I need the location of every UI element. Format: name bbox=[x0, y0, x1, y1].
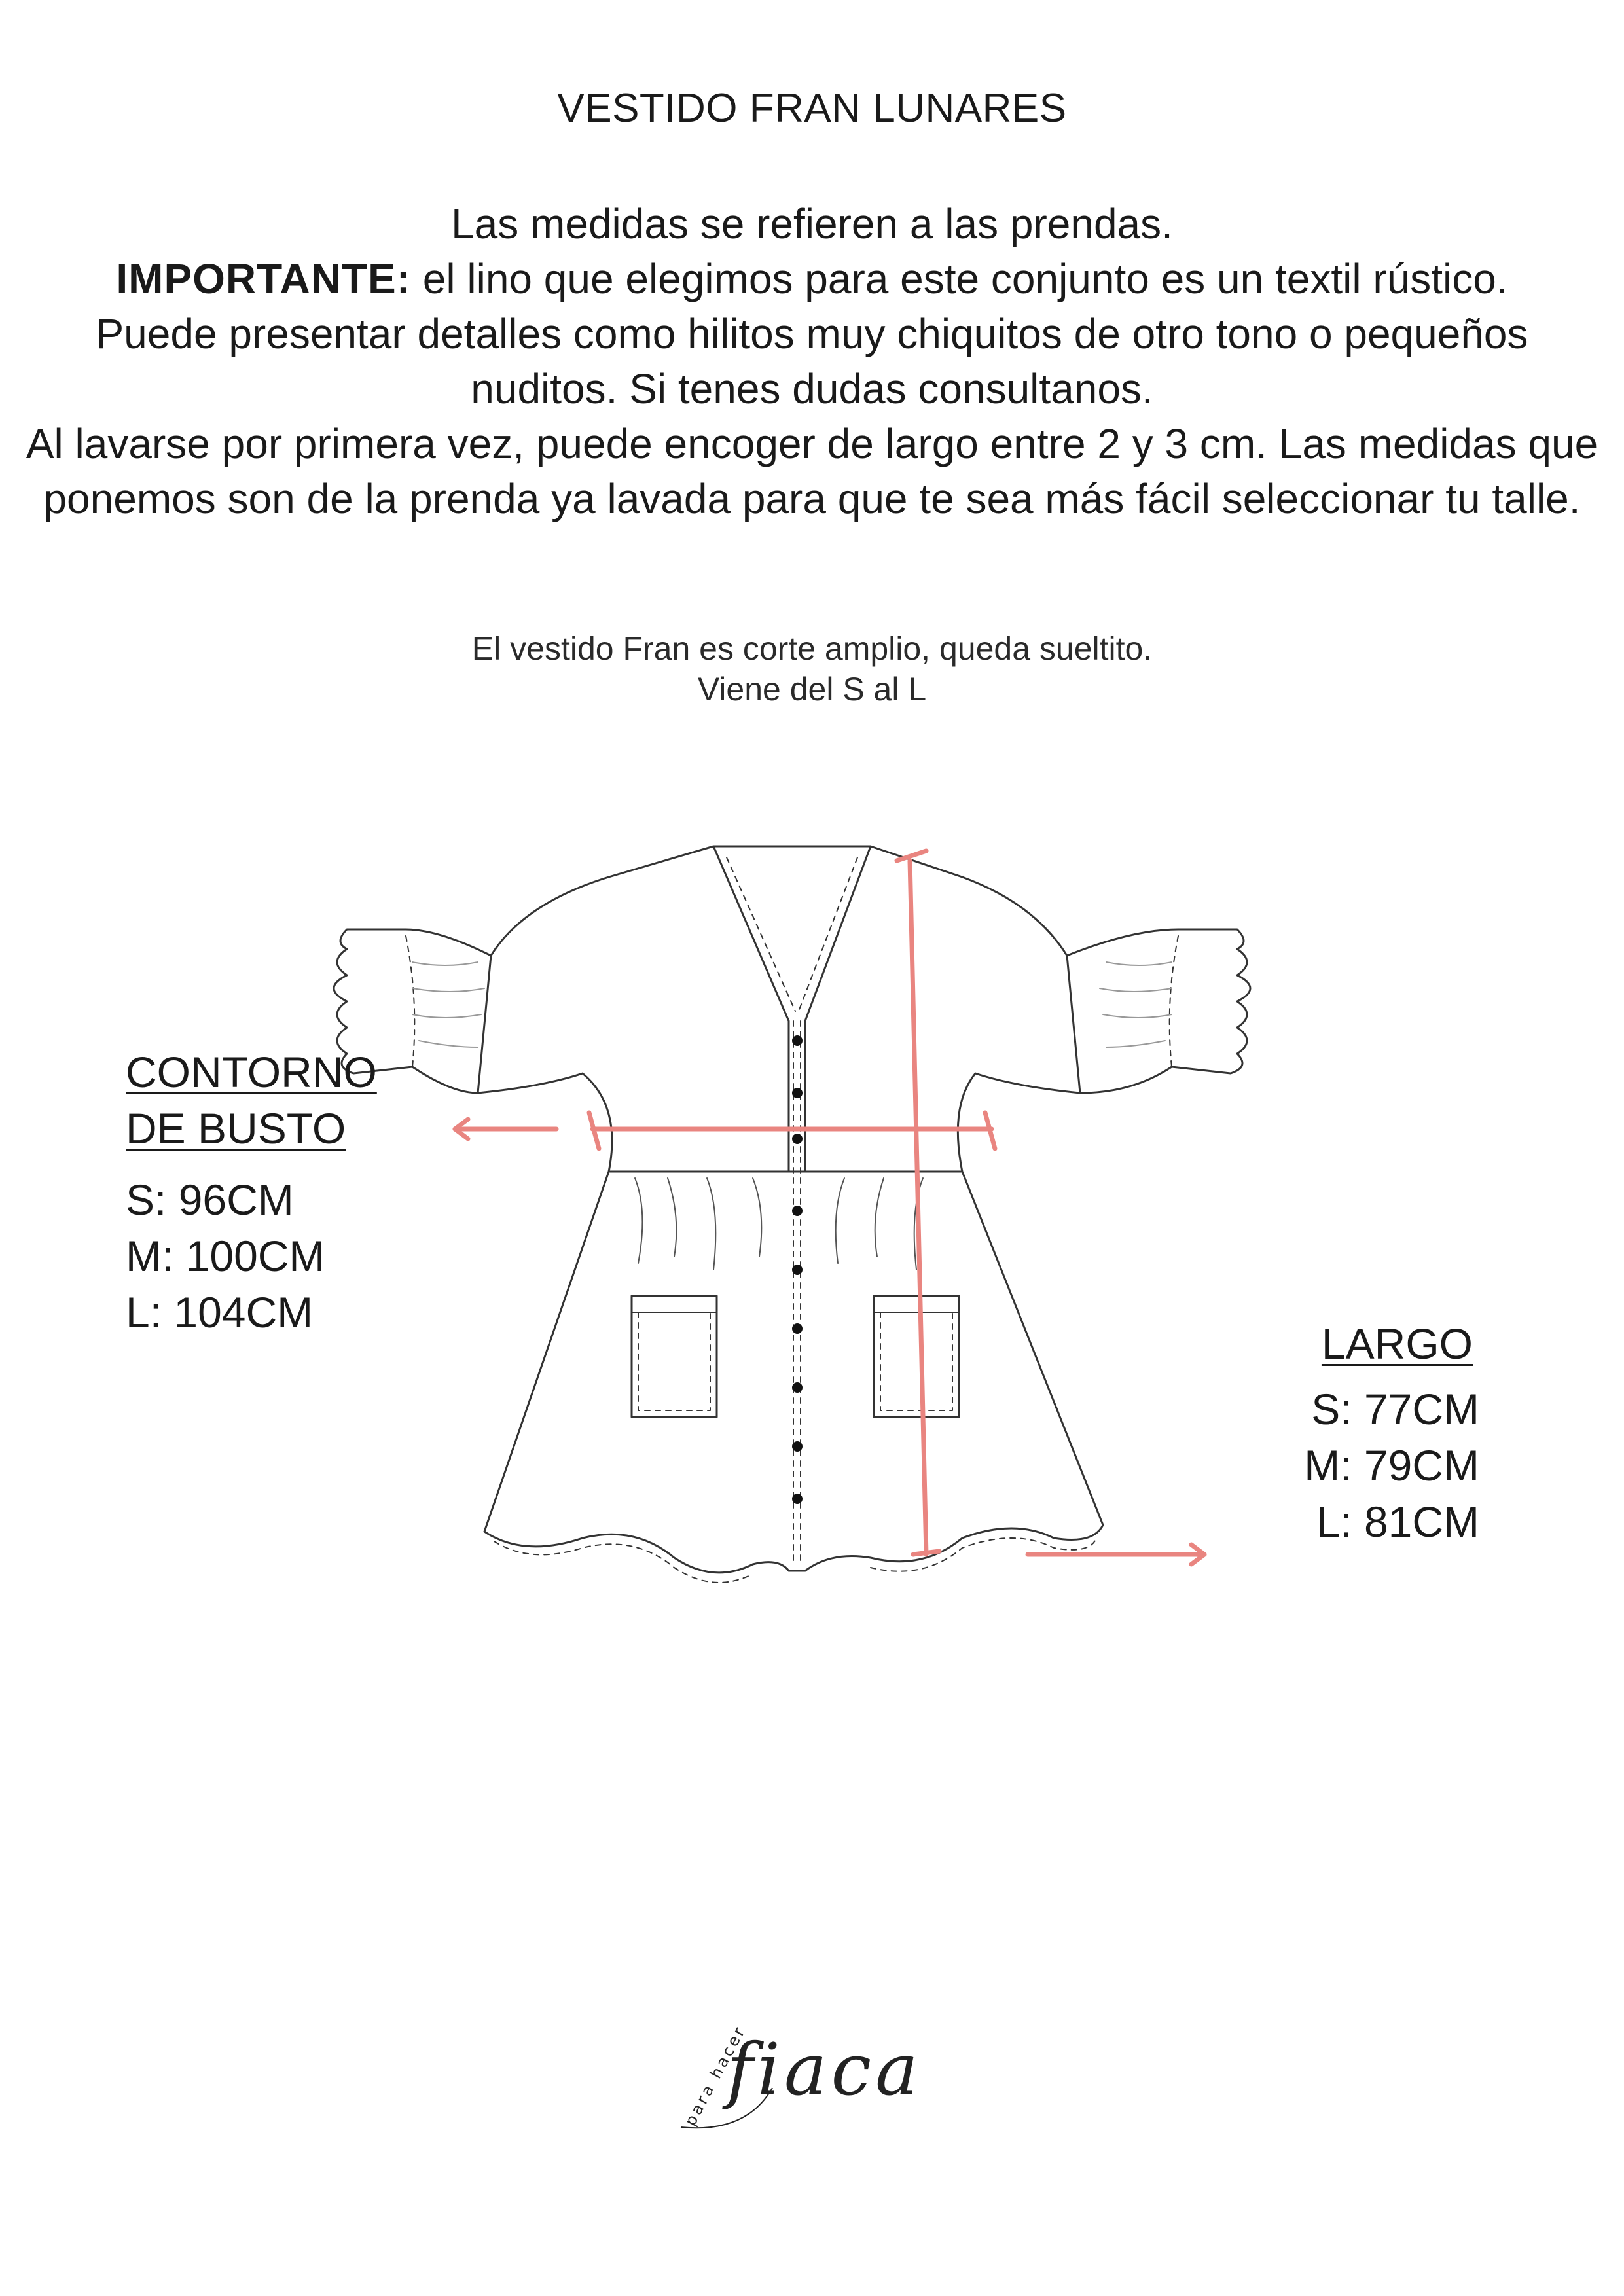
neckline-right bbox=[805, 846, 871, 1172]
length-size-l: L: 81CM bbox=[1316, 1498, 1479, 1546]
neckline bbox=[713, 846, 789, 1172]
intro-text bbox=[0, 196, 1624, 526]
intro-line-1: Las medidas se refieren a las prendas. bbox=[451, 200, 1173, 247]
bust-size-l: L: 104CM bbox=[126, 1288, 314, 1336]
page-title: VESTIDO FRAN LUNARES bbox=[557, 86, 1067, 131]
important-label: IMPORTANTE: bbox=[116, 255, 412, 302]
brand-logo bbox=[655, 1977, 969, 2147]
logo-small-text: para hacer bbox=[681, 2022, 750, 2129]
bust-heading-line-1: CONTORNO bbox=[126, 1048, 377, 1096]
important-text: el lino que elegimos para este conjunto es un textil rústico. bbox=[411, 255, 1508, 302]
length-size-s: S: 77CM bbox=[1311, 1385, 1479, 1433]
intro-line-5: Al lavarse por primera vez, puede encoger de largo entre 2 y 3 cm. Las medidas que bbox=[26, 420, 1598, 467]
bust-sizes bbox=[126, 1172, 325, 1340]
length-size-m: M: 79CM bbox=[1304, 1441, 1479, 1490]
dress-technical-drawing bbox=[308, 831, 1276, 1643]
intro-line-6: ponemos son de la prenda ya lavada para que te sea más fácil seleccionar tu talle. bbox=[43, 475, 1581, 522]
fit-note-line-1: El vestido Fran es corte amplio, queda sueltito. bbox=[471, 630, 1153, 667]
fit-note bbox=[0, 628, 1624, 709]
intro-line-3: Puede presentar detalles como hilitos muy chiquitos de otro tono o pequeños bbox=[96, 310, 1528, 357]
right-pocket bbox=[874, 1296, 959, 1417]
length-sizes bbox=[1283, 1381, 1479, 1550]
bust-size-m: M: 100CM bbox=[126, 1232, 325, 1280]
length-heading: LARGO bbox=[1321, 1319, 1473, 1368]
left-pocket bbox=[632, 1296, 717, 1417]
right-sleeve bbox=[1067, 929, 1250, 1093]
bust-heading-line-2: DE BUSTO bbox=[126, 1104, 346, 1153]
intro-line-4: nuditos. Si tenes dudas consultanos. bbox=[471, 365, 1153, 412]
bust-heading bbox=[126, 1044, 377, 1157]
fit-note-line-2: Viene del S al L bbox=[697, 671, 927, 708]
logo-script-text: fiaca bbox=[727, 2028, 922, 2111]
bust-size-s: S: 96CM bbox=[126, 1175, 294, 1224]
length-measure-line bbox=[910, 861, 926, 1554]
intro-important bbox=[0, 251, 1624, 306]
